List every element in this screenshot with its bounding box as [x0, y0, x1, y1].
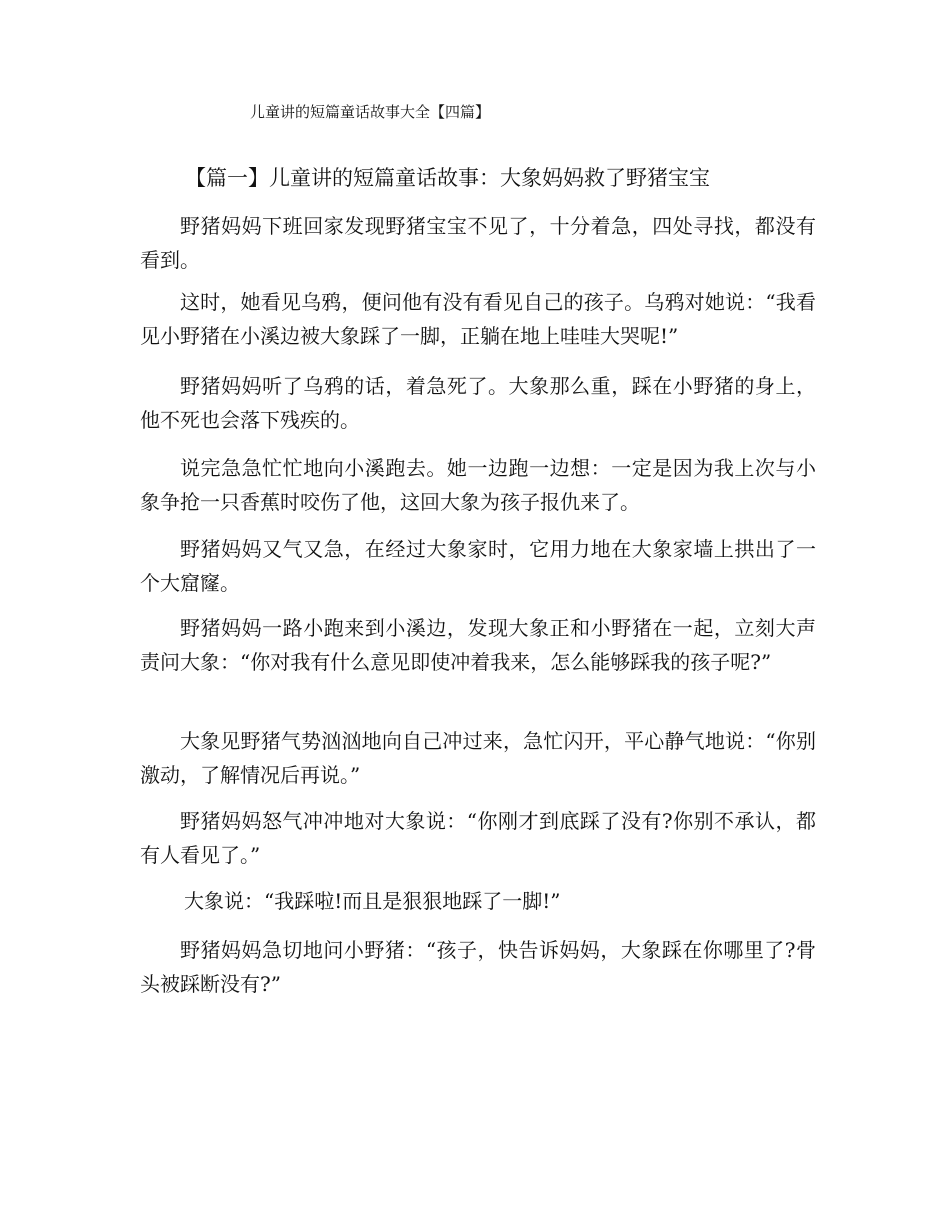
paragraph-7: 大象见野猪气势汹汹地向自己冲过来，急忙闪开，平心静气地说：“你别激动，了解情况后再说。”	[140, 729, 816, 787]
paragraph-9: 大象说：“我踩啦!而且是狠狠地踩了一脚!”	[184, 889, 561, 913]
paragraph-3: 野猪妈妈听了乌鸦的话，着急死了。大象那么重，踩在小野猪的身上，他不死也会落下残疾的。	[140, 374, 816, 432]
paragraph-5: 野猪妈妈又气又急，在经过大象家时，它用力地在大象家墙上拱出了一个大窟窿。	[140, 537, 816, 595]
paragraph-6: 野猪妈妈一路小跑来到小溪边，发现大象正和小野猪在一起，立刻大声责问大象：“你对我有什么意见即使冲着我来，怎么能够踩我的孩子呢?”	[140, 616, 816, 674]
paragraph-8: 野猪妈妈怒气冲冲地对大象说：“你刚才到底踩了没有?你别不承认，都有人看见了。”	[140, 809, 816, 867]
paragraph-4: 说完急急忙忙地向小溪跑去。她一边跑一边想：一定是因为我上次与小象争抢一只香蕉时咬伤了他，这回大象为孩子报仇来了。	[140, 456, 816, 514]
paragraph-1: 野猪妈妈下班回家发现野猪宝宝不见了，十分着急，四处寻找，都没有看到。	[140, 214, 816, 272]
document-title: 儿童讲的短篇童话故事大全【四篇】	[250, 103, 491, 121]
paragraph-2: 这时，她看见乌鸦，便问他有没有看见自己的孩子。乌鸦对她说：“我看见小野猪在小溪边被大象踩了一脚，正躺在地上哇哇大哭呢!”	[140, 290, 816, 348]
paragraph-10: 野猪妈妈急切地问小野猪：“孩子，快告诉妈妈，大象踩在你哪里了?骨头被踩断没有?”	[140, 938, 816, 996]
section-heading: 【篇一】儿童讲的短篇童话故事：大象妈妈救了野猪宝宝	[185, 166, 710, 190]
